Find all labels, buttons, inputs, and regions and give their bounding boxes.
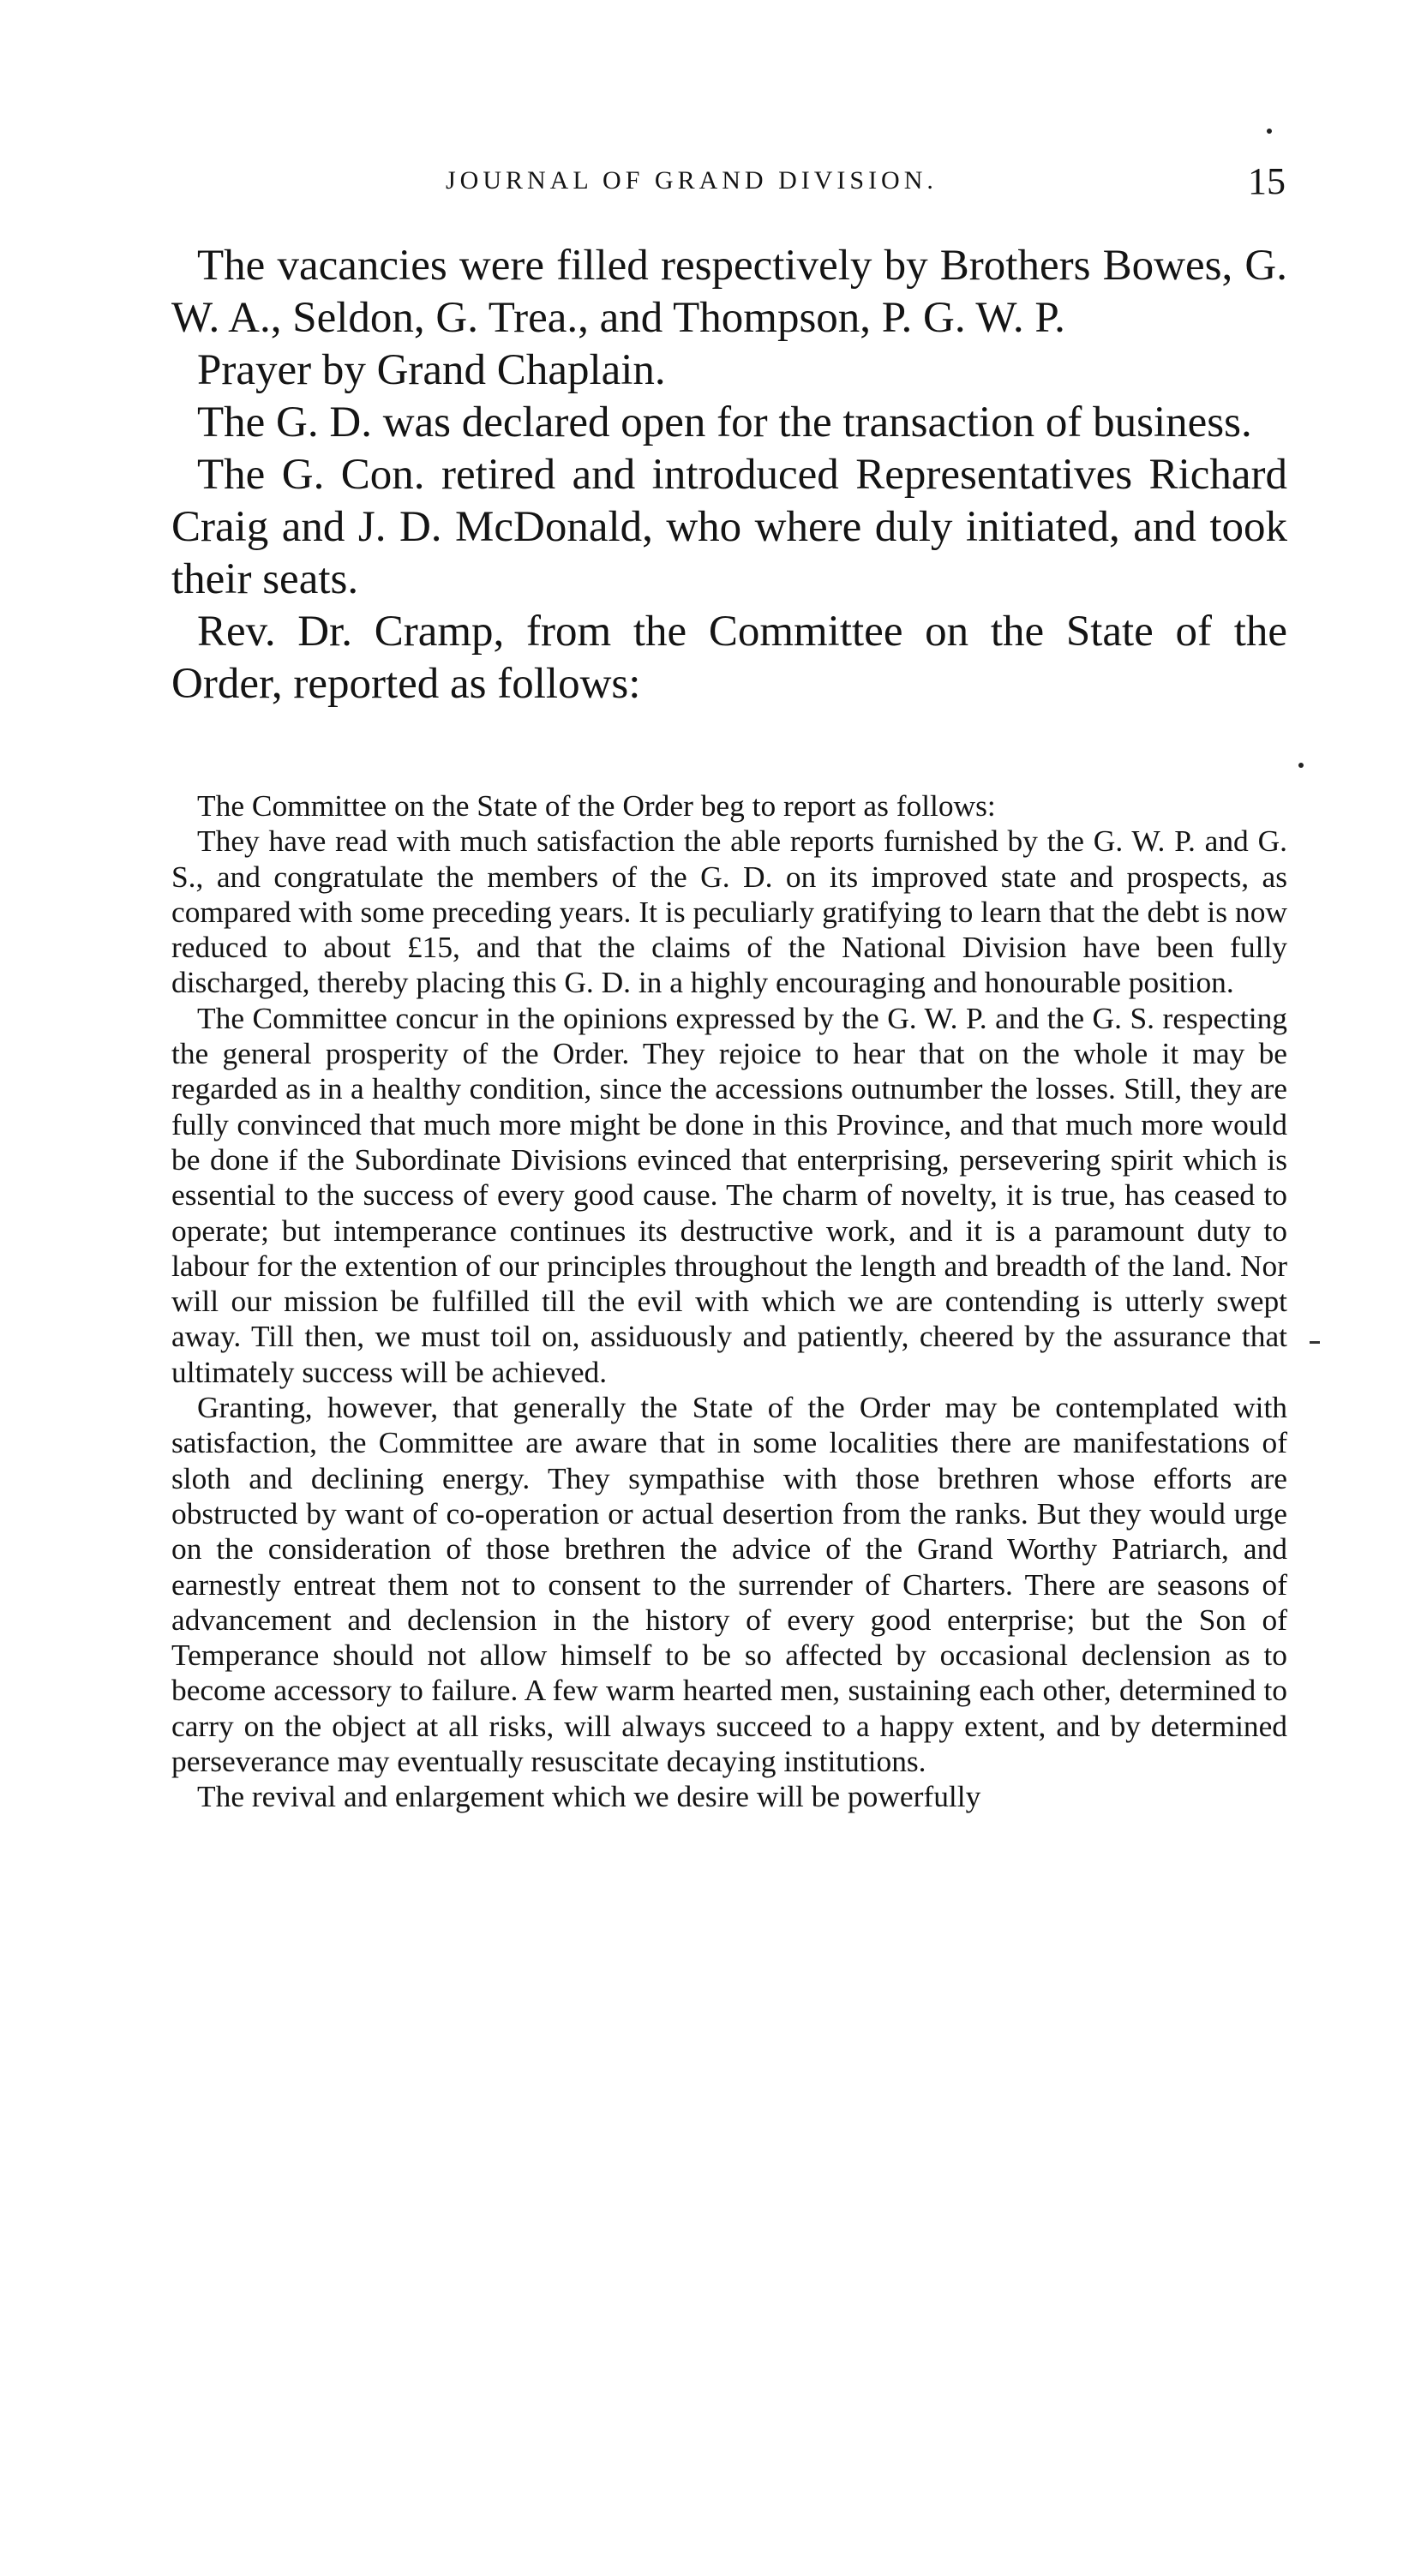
paragraph-committee-intro: Rev. Dr. Cramp, from the Committee on the State of the Order, reported as follows: bbox=[171, 608, 1287, 708]
running-title: JOURNAL OF GRAND DIVISION. bbox=[446, 166, 938, 195]
paragraph-representatives: The G. Con. retired and introduced Representatives Richard Craig and J. D. McDonald, who where duly initiated, and took their seats. bbox=[171, 451, 1287, 603]
running-header bbox=[171, 159, 1286, 211]
report-paragraph-prosperity: The Committee concur in the opinions expressed by the G. W. P. and the G. S. respecting the general prosperity of the Order. They rejoice to hear that on the whole it may be regarded as in a healthy condition, since the accessions outnumber the losses. Still, they are fully convinced that much more might be done in this Province, and that much more would be done if the Subordinate Divisions evinced that enterprising, persevering spirit which is essential to the success of every good cause. The charm of novelty, it is true, has ceased to operate; but intemperance continues its destructive work, and it is a paramount duty to labour for the extention of our principles throughout the length and breadth of the land. Nor will our mission be fulfilled till the evil with which we are contending is utterly swept away. Till then, we must toil on, assiduously and patiently, cheered by the assurance that ultimately success will be achieved. bbox=[171, 1000, 1287, 1389]
report-paragraph-granting: Granting, however, that generally the State of the Order may be contemplated with satisfaction, the Committee are aware that in some localities there are manifestations of sloth and declining energy. They sympathise with those brethren whose efforts are obstructed by want of co-operation or actual desertion from the ranks. But they would urge on the consideration of those brethren the advice of the Grand Worthy Patriarch, and earnestly entreat them not to consent to the surrender of Charters. There are seasons of advancement and declension in the history of every good enterprise; but the Son of Temperance should not allow himself to be so affected by occasional declension as to become accessory to failure. A few warm hearted men, sustaining each other, determined to carry on the object at all risks, will always succeed to a happy extent, and by determined perseverance may eventually resuscitate decaying institutions. bbox=[171, 1390, 1287, 1779]
report-paragraph-opening: The Committee on the State of the Order beg to report as follows: bbox=[197, 788, 996, 823]
printing-speck bbox=[1267, 129, 1272, 134]
paragraph-prayer: Prayer by Grand Chaplain. bbox=[197, 346, 666, 394]
printing-mark bbox=[1310, 1341, 1320, 1344]
proceedings-text bbox=[171, 240, 1287, 710]
printing-speck bbox=[1298, 763, 1304, 768]
page-number: 15 bbox=[1248, 160, 1286, 202]
paragraph-vacancies: The vacancies were filled respectively by Brothers Bowes, G. W. A., Seldon, G. Trea., and Thompson, P. G. W. P. bbox=[171, 242, 1287, 342]
committee-report bbox=[171, 788, 1287, 1815]
paragraph-opening: The G. D. was declared open for the transaction of business. bbox=[197, 398, 1252, 446]
report-paragraph-satisfaction: They have read with much satisfaction the able reports furnished by the G. W. P. and G. S., and congratulate the members of the G. D. on its improved state and prospects, as compared with some preceding years. It is peculiarly gratifying to learn that the debt is now reduced to about £15, and that the claims of the National Division have been fully discharged, thereby placing this G. D. in a highly encouraging and honourable position. bbox=[171, 824, 1287, 1000]
report-paragraph-revival: The revival and enlargement which we desire will be powerfully bbox=[197, 1779, 981, 1814]
